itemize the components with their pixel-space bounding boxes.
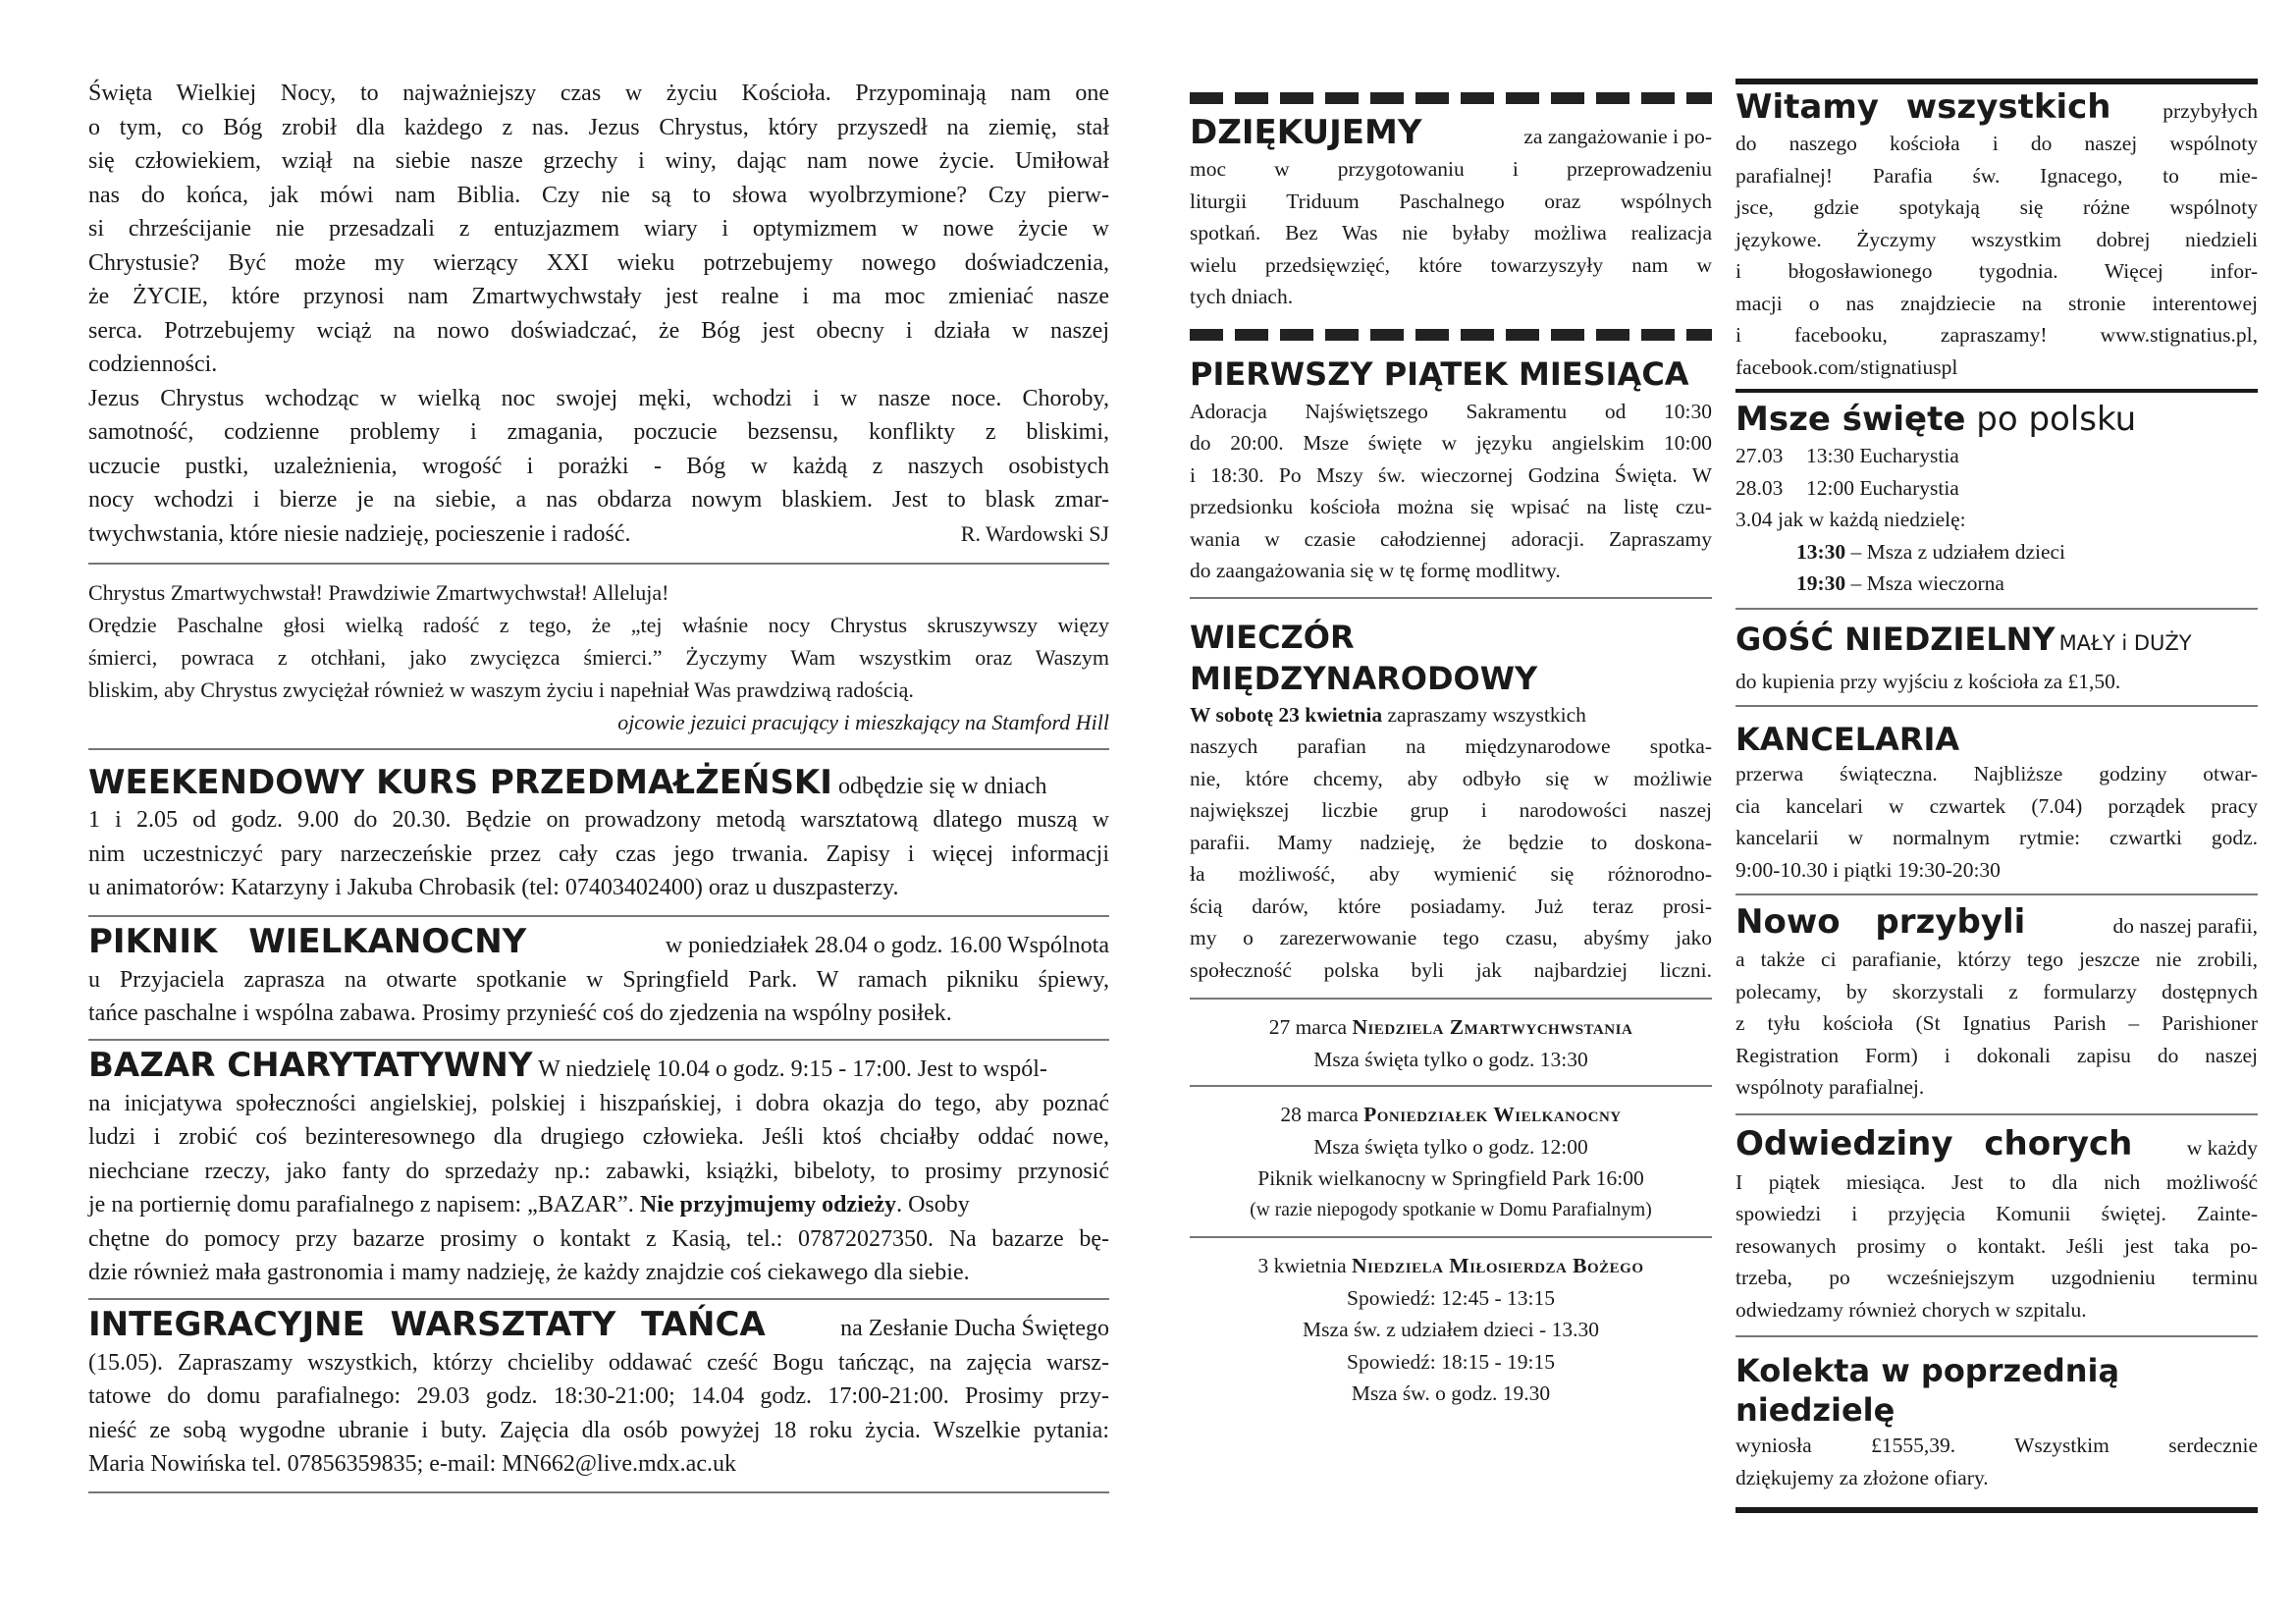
section-body xyxy=(1735,1166,2258,1326)
text-line: nim uczestniczyć pary narzeczeńskie przez cały czas jego trwania. Zapisy i więcej informacji xyxy=(88,840,1109,867)
text-line: cia kancelari w czwartek (7.04) porządek pracy xyxy=(1735,793,2258,818)
section-welcome xyxy=(1735,87,2258,383)
section-text: zapraszamy wszystkich xyxy=(1387,702,1586,727)
text-line: Święta Wielkiej Nocy, to najważniejszy czas w życiu Kościoła. Przypominają nam one xyxy=(88,81,1109,106)
section-collection xyxy=(1735,1351,2258,1493)
section-title: DZIĘKUJEMY xyxy=(1190,113,1422,152)
section-body xyxy=(1735,944,2258,1104)
text-line: (15.05). Zapraszamy wszystkich, którzy chcieliby oddawać cześć Bogu tańcząc, na zajęcia warsz- xyxy=(88,1349,1109,1376)
text-line: się człowiekiem, wziął na siebie nasze grzechy i winy, dając nam nowe życie. Umiłował xyxy=(88,148,1109,174)
text-line: Jezus Chrystus wchodząc w wielką noc swojej męki, wchodzi i w nasze noce. Choroby, xyxy=(88,385,1109,411)
easter-reflection xyxy=(88,77,1109,551)
text-line: śmierci, powraca z otchłani, jako zwycięzca śmierci.” Życzymy Wam wszystkim oraz Waszym xyxy=(88,645,1109,670)
section-marriage-course xyxy=(88,763,1109,905)
text-line: u Przyjaciela zaprasza na otwarte spotkanie w Springfield Park. W ramach pikniku śpiewy, xyxy=(88,966,1109,993)
section-first-friday xyxy=(1190,354,1712,587)
divider xyxy=(88,1491,1109,1493)
text-line: ścią darów, które posiadamy. Już teraz prosi- xyxy=(1190,893,1712,918)
text-line: naszych parafian na międzynarodowe spotka- xyxy=(1190,734,1712,758)
section-text: w poniedziałek 28.04 o godz. 16.00 Wspólnota xyxy=(665,932,1109,958)
section-title: INTEGRACYJNE WARSZTATY TAŃCA xyxy=(88,1304,766,1344)
section-title: WEEKENDOWY KURS PRZEDMAŁŻEŃSKI xyxy=(88,763,832,802)
section-text: do naszej parafii, xyxy=(2112,914,2258,938)
text-line: że ŻYCIE, które przynosi nam Zmartwychwstały jest realne i ma moc zmieniać nasze xyxy=(88,284,1109,309)
schedule-item: Msza święta tylko o godz. 13:30 xyxy=(1313,1047,1588,1071)
greeting-signature: ojcowie jezuici pracujący i mieszkający na Stamford Hill xyxy=(617,710,1109,734)
schedule-item: (w razie niepogody spotkanie w Domu Parafialnym) xyxy=(1250,1199,1652,1220)
section-text: za zangażowanie i po- xyxy=(1523,125,1712,148)
schedule-day xyxy=(1190,1236,1712,1420)
text-line: Orędzie Paschalne głosi wielką radość z tego, że „tej właśnie nocy Chrystus skruszywszy więzy xyxy=(88,613,1109,637)
section-body xyxy=(1190,396,1712,587)
divider xyxy=(1190,597,1712,599)
section-subtitle: MAŁY i DUŻY xyxy=(2058,630,2192,655)
schedule-day xyxy=(1190,1085,1712,1236)
divider xyxy=(1735,1335,2258,1337)
text-line: serca. Potrzebujemy wciąż na nowo doświadczać, że Bóg jest obecny i działa w naszej xyxy=(88,317,1109,344)
section-title: po polsku xyxy=(1976,400,2137,439)
text-line: liturgii Triduum Paschalnego oraz wspólnych xyxy=(1190,189,1712,213)
divider xyxy=(88,748,1109,750)
text-line: do zaangażowania się w tę formę modlitwy. xyxy=(1190,559,1561,582)
section-text: W sobotę 23 kwietnia xyxy=(1190,702,1383,727)
schedule-day-title: 27 marca Niedziela Zmartwychwstania xyxy=(1268,1015,1633,1039)
section-polish-masses xyxy=(1735,399,2258,600)
left-column xyxy=(88,77,1109,1493)
text-line: Chrystus Zmartwychwstał! Prawdziwie Zmartwychwstał! Alleluja! xyxy=(88,580,669,605)
section-text: 3.04 jak w każdą niedzielę: xyxy=(1735,508,1966,531)
text-line: my o zarezerwowanie tego czasu, abyśmy jako xyxy=(1190,926,1712,949)
mass-row: 19:30 – Msza wieczorna xyxy=(1796,571,2004,595)
text-line: tych dniach. xyxy=(1190,285,1294,308)
section-easter-picnic xyxy=(88,921,1109,1031)
text-line: a także ci parafianie, którzy tego jeszcze nie zrobili, xyxy=(1735,947,2258,971)
section-body xyxy=(1735,128,2258,383)
text-line: nas do końca, jak mówi nam Biblia. Czy nie są to słowa wyolbrzymione? Czy pierw- xyxy=(88,182,1109,208)
text-line: dziękujemy za złożone ofiary. xyxy=(1735,1465,1989,1489)
mass-row: 13:30 – Msza z udziałem dzieci xyxy=(1796,539,2066,564)
section-title: Odwiedziny chorych xyxy=(1735,1123,2133,1164)
text-line: twychwstania, które niesie nadzieję, pocieszenie i radość. R. Wardowski SJ xyxy=(88,517,1109,552)
section-charity-bazaar xyxy=(88,1045,1109,1290)
section-title: MIĘDZYNARODOWY xyxy=(1190,659,1538,697)
text-line: jsce, gdzie spotykają się różne wspólnoty xyxy=(1735,195,2258,219)
divider xyxy=(1735,893,2258,895)
text-line: odwiedzamy również chorych w szpitalu. xyxy=(1735,1297,2087,1322)
section-text: je na portiernię domu parafialnego z napisem: „BAZAR”. Nie przyjmujemy odzieży. Osoby xyxy=(88,1192,970,1218)
holiday-schedule xyxy=(1190,1000,1712,1420)
section-title: GOŚĆ NIEDZIELNY xyxy=(1735,620,2056,658)
text-line: polecamy, by skorzystali z formularzy dostępnych xyxy=(1735,979,2258,1003)
text-line: i 18:30. Po Mszy św. wieczornej Godzina Święta. W xyxy=(1190,462,1712,487)
section-body xyxy=(1190,153,1712,313)
section-title: PIKNIK WIELKANOCNY xyxy=(88,921,527,961)
schedule-day-title: 28 marca Poniedziałek Wielkanocny xyxy=(1280,1103,1622,1126)
text-line: do 20:00. Msze święte w języku angielskim 10:00 xyxy=(1190,431,1712,455)
right-column xyxy=(1735,79,2258,1513)
divider xyxy=(88,563,1109,565)
section-gosc xyxy=(1735,620,2258,698)
text-line: tatowe do domu parafialnego: 29.03 godz. 18:30-21:00; 14.04 godz. 17:00-21:00. Prosimy przy- xyxy=(88,1383,1109,1409)
schedule-item: Spowiedź: 18:15 - 19:15 xyxy=(1347,1349,1555,1374)
text-line: ła możliwość, aby wymienić się różnorodno- xyxy=(1190,862,1712,886)
section-text: w każdy xyxy=(2186,1135,2258,1160)
text-line: chętne do pomocy przy bazarze prosimy o kontakt z Kasią, tel.: 07872027350. Na bazarze bę- xyxy=(88,1225,1109,1252)
thick-divider xyxy=(1735,1507,2258,1513)
text-line: resowanych prosimy o kontakt. Jeśli jest taka po- xyxy=(1735,1233,2258,1258)
dashed-divider xyxy=(1190,329,1712,341)
text-line: i facebooku, zapraszamy! www.stignatius.pl, xyxy=(1735,323,2258,347)
text-line: na inicjatywa społeczności angielskiej, polskiej i hiszpańskiej, i dobra okazja do tego, aby poznać xyxy=(88,1090,1109,1116)
text-line: i błogosławionego tygodnia. Więcej infor- xyxy=(1735,259,2258,283)
text-line: wielu przedsięwzięć, które towarzyszyły nam w xyxy=(1190,252,1712,277)
divider xyxy=(88,915,1109,917)
text-line: spowiedzi i przyjęcia Komunii świętej. Zainte- xyxy=(1735,1202,2258,1225)
section-text: na Zesłanie Ducha Świętego xyxy=(840,1315,1109,1341)
divider xyxy=(1735,1113,2258,1115)
text-line: największej liczbie grup i narodowości naszej xyxy=(1190,798,1712,822)
section-thanks xyxy=(1190,113,1712,313)
text-line: facebook.com/stignatiuspl xyxy=(1735,354,1958,379)
text-line: moc w przygotowaniu i przeprowadzeniu xyxy=(1190,157,1712,181)
text-line: z tyłu kościoła (St Ignatius Parish – Parishioner xyxy=(1735,1011,2258,1035)
text-line: samotność, codzienne problemy i zmagania, poczucie bezsensu, konflikty z bliskimi, xyxy=(88,419,1109,445)
schedule-item: Msza święta tylko o godz. 12:00 xyxy=(1313,1134,1588,1159)
text-line: wyniosła £1555,39. Wszystkim serdecznie xyxy=(1735,1434,2258,1457)
section-body xyxy=(88,963,1109,1031)
section-office xyxy=(1735,721,2258,886)
dashed-divider xyxy=(1190,92,1712,104)
section-newcomers xyxy=(1735,902,2258,1104)
text-line: parafii. Mamy nadzieję, że będzie to doskona- xyxy=(1190,830,1712,854)
thick-divider xyxy=(1735,79,2258,84)
text-line: językowe. Życzymy wszystkim dobrej niedzieli xyxy=(1735,227,2258,251)
divider xyxy=(1735,608,2258,610)
section-body xyxy=(88,1222,1109,1290)
section-text: W niedzielę 10.04 o godz. 9:15 - 17:00. Jest to wspól- xyxy=(538,1056,1047,1082)
text-line: nocy wchodzi i bierze je na siebie, a nas obdarza nowym blaskiem. Jest to blask zmar- xyxy=(88,487,1109,513)
divider xyxy=(88,1039,1109,1041)
text-line: o tym, co Bóg zrobił dla każdego z nas. Jezus Chrystus, który przyszedł na ziemię, stał xyxy=(88,114,1109,140)
mass-row: 27.03 13:30 Eucharystia xyxy=(1735,444,1959,467)
text-line: uczucie pustki, uzależnienia, wrogość i porażki - Bóg w każdą z naszych osobistych xyxy=(88,453,1109,479)
text-line: Adoracja Najświętszego Sakramentu od 10:30 xyxy=(1190,399,1712,423)
text-line: I piątek miesiąca. Jest to dla nich możliwość xyxy=(1735,1169,2258,1194)
section-dance-workshop xyxy=(88,1304,1109,1482)
text-line: nieść ze sobą wygodne ubranie i buty. Zajęcia dla osób powyżej 18 roku życia. Wszelkie pytania: xyxy=(88,1417,1109,1443)
text-line: parafialnej! Parafia św. Ignacego, to mie- xyxy=(1735,163,2258,188)
text-line: przedsionku kościoła można się wpisać na listę czu- xyxy=(1190,495,1712,518)
schedule-day-title: 3 kwietnia Niedziela Miłosierdza Bożego xyxy=(1257,1254,1644,1277)
section-title: Kolekta w poprzednią niedzielę xyxy=(1735,1352,2120,1429)
section-title: BAZAR CHARYTATYWNY xyxy=(88,1045,533,1085)
section-title: KANCELARIA xyxy=(1735,721,1960,758)
text-line: przerwa świąteczna. Najbliższe godziny otwar- xyxy=(1735,762,2258,785)
schedule-item: Msza św. o godz. 19.30 xyxy=(1351,1381,1551,1405)
section-body xyxy=(1735,758,2258,886)
text-line: codzienności. xyxy=(88,352,218,377)
text-line: dzie również mała gastronomia i mamy nadzieję, że każdy znajdzie coś ciekawego dla siebie. xyxy=(88,1260,970,1285)
text-line: u animatorów: Katarzyny i Jakuba Chrobasik (tel: 07403402400) oraz u duszpasterzy. xyxy=(88,875,899,900)
section-body xyxy=(88,1346,1109,1482)
schedule-item: Spowiedź: 12:45 - 13:15 xyxy=(1347,1285,1555,1310)
section-title: Nowo przybyli xyxy=(1735,902,2026,942)
section-title: WIECZÓR xyxy=(1190,618,1355,656)
text-line: wania w czasie całodziennej adoracji. Zapraszamy xyxy=(1190,526,1712,551)
text-line: trzeba, po wcześniejszym uzgodnieniu terminu xyxy=(1735,1266,2258,1289)
text-line: bliskim, aby Chrystus zwyciężał również w waszym życiu i napełniał Was prawdziwą radością. xyxy=(88,677,914,702)
section-body xyxy=(1190,731,1712,986)
text-line: si chrześcijanie nie przesadzali z entuzjazmem wiary i optymizmem w nowe życie w xyxy=(88,216,1109,242)
thick-divider xyxy=(1735,389,2258,393)
text-line: nie, które chcemy, aby odbyło się w możliwie xyxy=(1190,766,1712,790)
divider xyxy=(1735,705,2258,707)
section-international-evening xyxy=(1190,617,1712,987)
text-line: Chrystusie? Być może my wierzący XXI wieku potrzebujemy nowego doświadczenia, xyxy=(88,249,1109,276)
text-line: Registration Form) i dokonali zapisu do naszej xyxy=(1735,1043,2258,1067)
section-title: Msze święte xyxy=(1735,400,1966,439)
text-line: macji o nas znajdziecie na stronie interentowej xyxy=(1735,291,2258,315)
text-line: kancelarii w normalnym rytmie: czwartki godz. xyxy=(1735,826,2258,849)
mass-list xyxy=(1735,440,2258,504)
divider xyxy=(88,1298,1109,1300)
text-line: tańce paschalne i wspólna zabawa. Prosimy przynieść coś do zjedzenia na wspólny posiłek. xyxy=(88,1001,952,1026)
text-line: społeczność polska byli jak najbardziej liczni. xyxy=(1190,957,1712,982)
author-signature: R. Wardowski SJ xyxy=(960,520,1109,546)
section-title: Witamy wszystkich xyxy=(1735,87,2111,127)
section-text: odbędzie się w dniach xyxy=(837,774,1047,799)
text-line: Maria Nowińska tel. 07856359835; e-mail: MN662@live.mdx.ac.uk xyxy=(88,1451,736,1477)
text-line: 9:00-10.30 i piątki 19:30-20:30 xyxy=(1735,857,2001,882)
schedule-item: Msza św. z udziałem dzieci - 13.30 xyxy=(1303,1318,1599,1341)
easter-greeting xyxy=(88,576,1109,706)
section-text: do kupienia przy wyjściu z kościoła za £1,50. xyxy=(1735,669,2121,693)
section-body xyxy=(88,803,1109,905)
text-line: do naszego kościoła i do naszej wspólnoty xyxy=(1735,132,2258,155)
text-line: wspólnoty parafialnej. xyxy=(1735,1075,1925,1099)
mass-sublist xyxy=(1735,536,2258,600)
section-title: PIERWSZY PIĄTEK MIESIĄCA xyxy=(1190,354,1689,393)
mass-row: 28.03 12:00 Eucharystia xyxy=(1735,475,1959,500)
section-sick-visits xyxy=(1735,1123,2258,1326)
section-body xyxy=(1735,1430,2258,1493)
text-line: ludzi i zrobić coś bezinteresownego dla drugiego człowieka. Jeśli ktoś chciałby oddać nowe, xyxy=(88,1124,1109,1150)
text-line: spotkań. Bez Was nie byłaby możliwa realizacja xyxy=(1190,221,1712,244)
section-body xyxy=(88,1087,1109,1189)
schedule-day xyxy=(1190,1000,1712,1085)
text-line: niechciane rzeczy, jako fanty do sprzedaży np.: zabawki, książki, bibeloty, to prosimy przynosić xyxy=(88,1158,1109,1184)
schedule-item: Piknik wielkanocny w Springfield Park 16:00 xyxy=(1257,1166,1644,1190)
section-text: przybyłych xyxy=(2163,99,2258,123)
middle-column xyxy=(1190,92,1712,1420)
text-line: 1 i 2.05 od godz. 9.00 do 20.30. Będzie on prowadzony metodą warsztatową dlatego muszą w xyxy=(88,807,1109,833)
